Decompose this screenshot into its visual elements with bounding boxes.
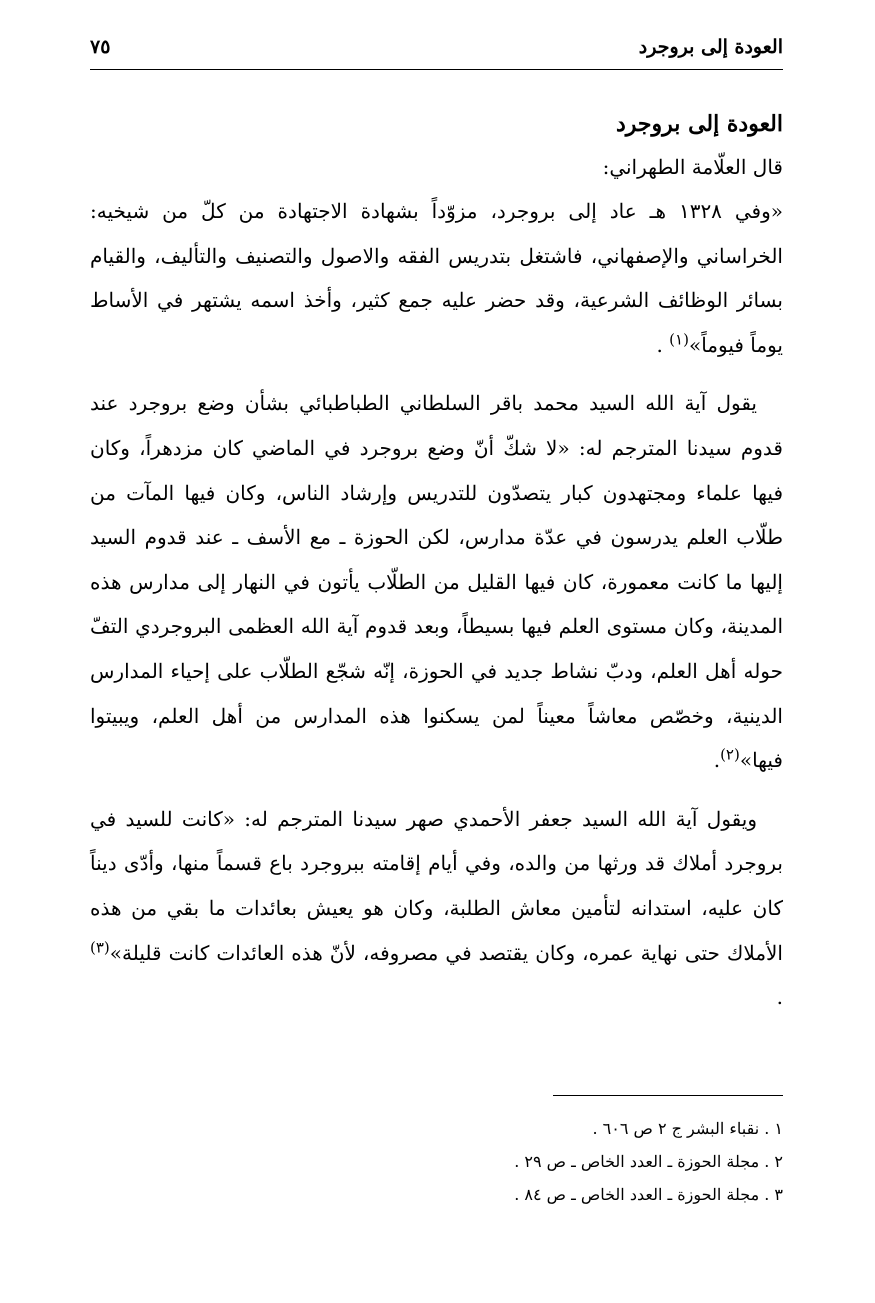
paragraph-text: ويقول آية الله السيد جعفر الأحمدي صهر سيدنا المترجم له: «كانت للسيد في بروجرد أملاك قد ورثها من والده، وفي أيام إقامته ببروجرد باع قسماً منها، وأدّى ديناً كان عليه، استدانه لتأمين معاش الطلبة، وكان هو يعيش بعائدات ما بقي من هذه الأملاك حتى نهاية عمره، وكان يقتصد في مصروفه، لأنّ هذه العائدات كانت قليلة» <box>90 806 783 965</box>
paragraph-tail: . <box>776 985 783 1010</box>
footnote-item: ٢ . مجلة الحوزة ـ العدد الخاص ـ ص ٢٩ . <box>514 1152 783 1171</box>
footnote-item: ٣ . مجلة الحوزة ـ العدد الخاص ـ ص ٨٤ . <box>514 1185 783 1204</box>
footnotes-list <box>90 1112 783 1211</box>
attribution-line: قال العلّامة الطهراني: <box>602 155 783 179</box>
paragraph-tail: . <box>713 748 721 773</box>
paragraph-quote-tehrani <box>90 189 783 367</box>
footnote-ref: (٢) <box>720 745 740 764</box>
running-title: العودة إلى بروجرد <box>638 36 783 58</box>
footnote-ref: (٣) <box>90 937 110 956</box>
page-number: ٧٥ <box>90 36 111 58</box>
running-header <box>90 30 783 70</box>
paragraph-quote-sultani <box>90 381 783 782</box>
footnote-divider <box>553 1095 783 1096</box>
paragraph-tail: . <box>656 332 670 357</box>
footnote-ref: (١) <box>669 330 689 349</box>
paragraph-text: يقول آية الله السيد محمد باقر السلطاني الطباطبائي بشأن وضع بروجرد عند قدوم سيدنا المترجم له: «لا شكّ أنّ وضع بروجرد في الماضي كان مزدهراً، وكان فيها علماء ومجتهدون كبار يتصدّون للتدريس وإرشاد الناس، وكان فيها المآت من طلّاب العلم يدرسون في عدّة مدارس، لكن الحوزة ـ مع الأسف ـ عند قدوم السيد إليها ما كانت معمورة، كان فيها القليل من الطلّاب يأتون في النهار إلى مدارس هذه المدينة، وكان مستوى العلم فيها بسيطاً، وبعد قدوم آية الله العظمى البروجردي التفّ حوله أهل العلم، ودبّ نشاط جديد في الحوزة، إنّه شجّع الطلّاب على إحياء المدارس الدينية، وخصّص معاشاً معيناً لمن يسكنوا هذه المدارس من أهل العلم، ويبيتوا فيها» <box>90 391 783 773</box>
footnote-item: ١ . نقباء البشر ج ٢ ص ٦٠٦ . <box>592 1119 783 1138</box>
paragraph-quote-ahmadi <box>90 797 783 1020</box>
section-heading: العودة إلى بروجرد <box>615 111 783 137</box>
paragraph-text: «وفي ١٣٢٨ هـ عاد إلى بروجرد، مزوّداً بشهادة الاجتهادة من كلّ من شيخيه: الخراساني والإصفهاني، فاشتغل بتدريس الفقه والاصول والتصنيف والتأليف، والقيام بسائر الوظائف الشرعية، وقد حضر عليه جمع كثير، وأخذ اسمه يشتهر في الأساط يوماً فيوماً» <box>90 199 784 357</box>
page-body <box>90 103 783 1020</box>
